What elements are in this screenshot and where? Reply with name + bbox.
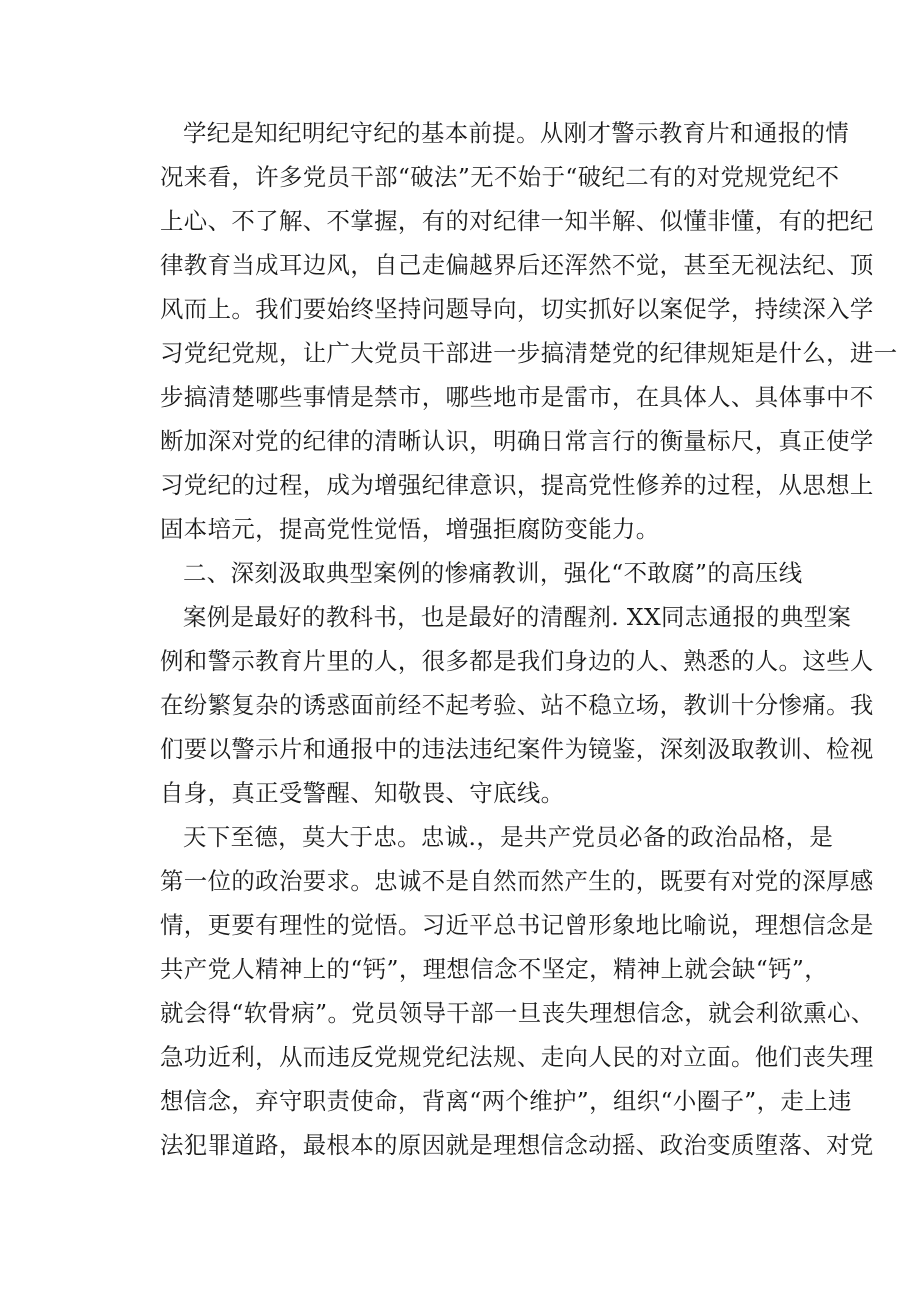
section-heading: 二、深刻汲取典型案例的惨痛教训，强化“不敢腐”的高压线 [183,559,803,587]
paragraph-1-line-6: 习党纪党规，让广大党员干部进一步搞清楚党的纪律规矩是什么，进一 [160,339,898,367]
paragraph-2-line-2: 例和警示教育片里的人，很多都是我们身边的人、熟悉的人。这些人 [160,647,874,675]
paragraph-1-line-3: 上心、不了解、不掌握，有的对纪律一知半解、似懂非懂，有的把纪 [160,207,874,235]
paragraph-1-line-7: 步搞清楚哪些事情是禁市，哪些地市是雷市，在具体人、具体事中不 [160,383,874,411]
paragraph-3-line-3: 情，更要有理性的觉悟。习近平总书记曾形象地比喻说，理想信念是 [160,911,874,939]
paragraph-1-line-8: 断加深对党的纪律的清晰认识，明确日常言行的衡量标尺，真正使学 [160,427,874,455]
paragraph-3-line-5: 就会得“软骨病”。党员领导干部一旦丧失理想信念，就会利欲熏心、 [160,999,875,1027]
paragraph-3-line-1: 天下至德，莫大于忠。忠诚.，是共产党员必备的政治品格，是 [183,823,834,851]
paragraph-1-line-1: 学纪是知纪明纪守纪的基本前提。从刚才警示教育片和通报的情 [183,119,850,147]
paragraph-1-line-2: 况来看，许多党员干部“破法”无不始于“破纪二有的对党规党纪不 [160,163,840,191]
paragraph-1-line-5: 风而上。我们要始终坚持问题导向，切实抓好以案促学，持续深入学 [160,295,874,323]
paragraph-1-line-10: 固本培元，提高党性觉悟，增强拒腐防变能力。 [160,515,660,543]
paragraph-1-line-4: 律教育当成耳边风，自己走偏越界后还浑然不觉，甚至无视法纪、顶 [160,251,874,279]
paragraph-3-line-6: 急功近利，从而违反党规党纪法规、走向人民的对立面。他们丧失理 [160,1043,874,1071]
paragraph-3-line-4: 共产党人精神上的“钙”，理想信念不坚定，精神上就会缺“钙”， [160,955,828,983]
paragraph-3-line-7: 想信念，弃守职责使命，背离“两个维护”，组织“小圈子”，走上违 [160,1087,852,1115]
paragraph-2-line-4: 们要以警示片和通报中的违法违纪案件为镜鉴，深刻汲取教训、检视 [160,735,874,763]
paragraph-2-line-5: 自身，真正受警醒、知敬畏、守底线。 [160,779,565,807]
paragraph-2-line-3: 在纷繁复杂的诱惑面前经不起考验、站不稳立场，教训十分惨痛。我 [160,691,874,719]
paragraph-3-line-2: 第一位的政治要求。忠诚不是自然而然产生的，既要有对党的深厚感 [160,867,874,895]
paragraph-2-line-1: 案例是最好的教科书，也是最好的清醒剂. XX同志通报的典型案 [183,603,852,631]
paragraph-1-line-9: 习党纪的过程，成为增强纪律意识，提高党性修养的过程，从思想上 [160,471,874,499]
paragraph-3-line-8: 法犯罪道路，最根本的原因就是理想信念动摇、政治变质堕落、对党 [160,1131,874,1159]
